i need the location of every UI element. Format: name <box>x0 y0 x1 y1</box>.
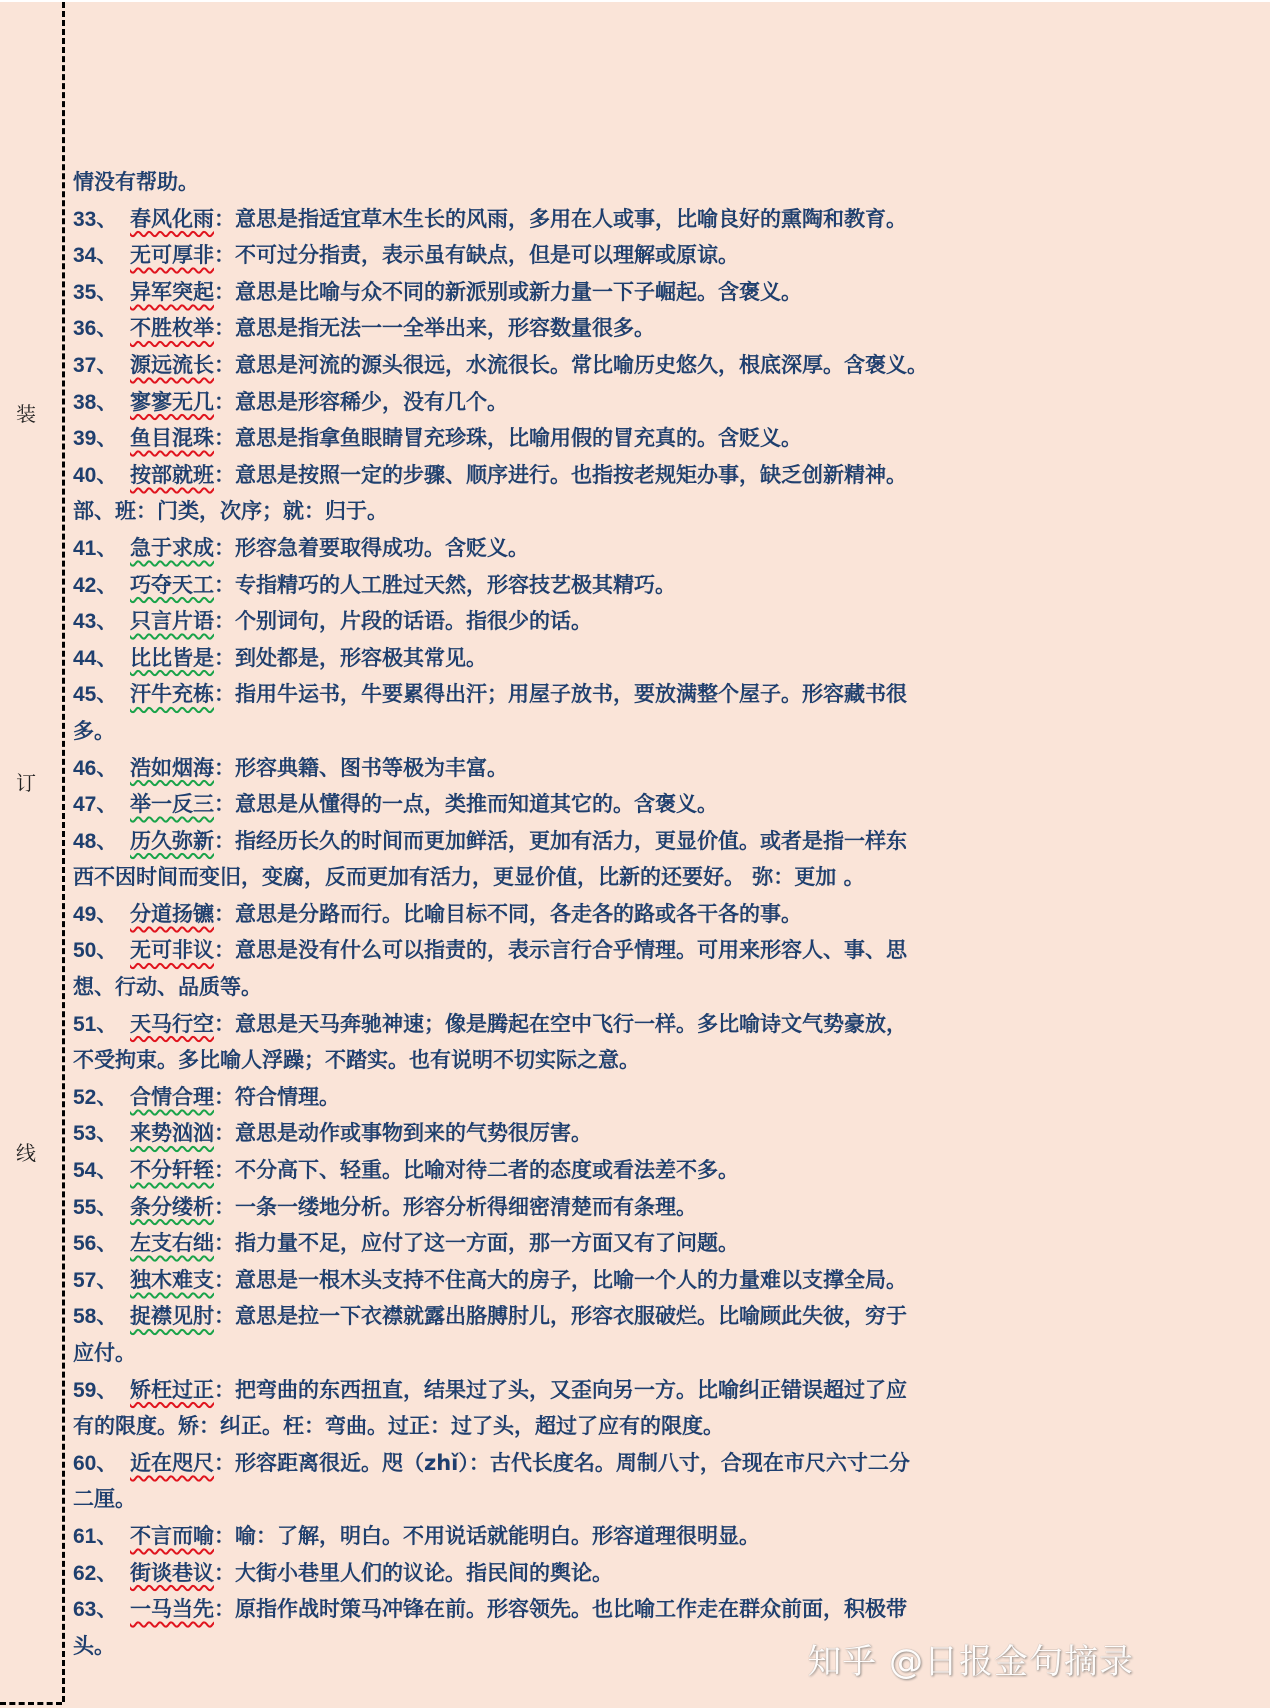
continuation-line: 想、行动、品质等。 <box>73 975 262 1000</box>
idiom-definition: ：形容典籍、图书等极为丰富。 <box>214 755 508 780</box>
binding-label-xian: 线 <box>16 1141 36 1165</box>
idiom-entry <box>73 1555 1113 1592</box>
idiom-entry <box>73 932 1113 969</box>
idiom-definition: ：意思是从懂得的一点，类推而知道其它的。含褒义。 <box>214 792 718 817</box>
idiom-term: 汗牛充栋 <box>130 682 214 707</box>
entry-number: 58、 <box>73 1305 118 1329</box>
idiom-definition: ：意思是指拿鱼眼睛冒充珍珠，比喻用假的冒充真的。含贬义。 <box>214 426 802 451</box>
idiom-entry <box>73 237 1113 274</box>
idiom-term: 浩如烟海 <box>130 755 214 780</box>
continuation-line: 西不因时间而变旧，变腐，反而更加有活力，更显价值，比新的还要好。 弥：更加 。 <box>73 865 865 890</box>
idiom-definition: ：不分高下、轻重。比喻对待二者的态度或看法差不多。 <box>214 1158 739 1183</box>
idiom-definition: ：符合情理。 <box>214 1084 340 1109</box>
idiom-entry <box>73 823 1113 860</box>
idiom-entry <box>73 1115 1113 1152</box>
entry-number: 42、 <box>73 573 118 597</box>
watermark: 知乎 @日报金句摘录 <box>807 1642 1134 1682</box>
idiom-term: 街谈巷议 <box>130 1560 214 1585</box>
continuation-line: 不受拘束。多比喻人浮躁；不踏实。也有说明不切实际之意。 <box>73 1048 640 1073</box>
entry-number: 33、 <box>73 207 118 231</box>
entry-number: 36、 <box>73 317 118 341</box>
idiom-entry <box>73 1225 1113 1262</box>
continuation-line: 头。 <box>73 1633 115 1658</box>
idiom-definition: ：意思是一根木头支持不住高大的房子，比喻一个人的力量难以支撑全局。 <box>214 1267 907 1292</box>
idiom-definition: ：形容急着要取得成功。含贬义。 <box>214 535 529 560</box>
idiom-term: 捉襟见肘 <box>130 1304 214 1329</box>
idiom-term: 不胜枚举 <box>130 316 214 341</box>
idiom-term: 寥寥无几 <box>130 389 214 414</box>
idiom-term: 矫枉过正 <box>130 1377 214 1402</box>
entry-number: 43、 <box>73 610 118 634</box>
entry-number: 39、 <box>73 427 118 451</box>
entry-number: 40、 <box>73 463 118 487</box>
entry-number: 41、 <box>73 536 118 560</box>
idiom-definition: ：意思是指适宜草木生长的风雨，多用在人或事，比喻良好的熏陶和教育。 <box>214 206 907 231</box>
continuation-line: 有的限度。矫：纠正。枉：弯曲。过正：过了头，超过了应有的限度。 <box>73 1414 724 1439</box>
idiom-term: 举一反三 <box>130 792 214 817</box>
idiom-term: 一马当先 <box>130 1597 214 1622</box>
entry-number: 46、 <box>73 756 118 780</box>
idiom-entry <box>73 1152 1113 1189</box>
continuation-line: 二厘。 <box>73 1487 136 1512</box>
idiom-term: 来势汹汹 <box>130 1121 214 1146</box>
idiom-definition: ：到处都是，形容极其常见。 <box>214 645 487 670</box>
entry-number: 53、 <box>73 1122 118 1146</box>
entry-number: 34、 <box>73 244 118 268</box>
idiom-definition: ：意思是没有什么可以指责的，表示言行合乎情理。可用来形容人、事、思 <box>214 938 907 963</box>
continuation-line: 部、班：门类，次序；就：归于。 <box>73 499 388 524</box>
idiom-term: 巧夺天工 <box>130 572 214 597</box>
entry-number: 56、 <box>73 1232 118 1256</box>
entry-number: 61、 <box>73 1524 118 1548</box>
idiom-term: 比比皆是 <box>130 645 214 670</box>
idiom-term: 独木难支 <box>130 1267 214 1292</box>
entry-number: 55、 <box>73 1195 118 1219</box>
idiom-definition: ：意思是形容稀少，没有几个。 <box>214 389 508 414</box>
entry-number: 47、 <box>73 793 118 817</box>
idiom-entry <box>73 530 1113 567</box>
idiom-term: 源远流长 <box>130 352 214 377</box>
idiom-definition: ：喻：了解，明白。不用说话就能明白。形容道理很明显。 <box>214 1523 760 1548</box>
entry-number: 38、 <box>73 390 118 414</box>
binding-dashed-line <box>62 2 65 1702</box>
idiom-entry <box>73 676 1113 713</box>
idiom-entry <box>73 274 1113 311</box>
entry-number: 63、 <box>73 1598 118 1622</box>
idiom-term: 不言而喻 <box>130 1523 214 1548</box>
idiom-definition: ：意思是天马奔驰神速；像是腾起在空中飞行一样。多比喻诗文气势豪放， <box>214 1011 907 1036</box>
continuation-line: 多。 <box>73 718 115 743</box>
entry-number: 49、 <box>73 902 118 926</box>
entry-number: 52、 <box>73 1085 118 1109</box>
idiom-term: 条分缕析 <box>130 1194 214 1219</box>
entry-number: 44、 <box>73 646 118 670</box>
idiom-term: 无可厚非 <box>130 243 214 268</box>
entry-number: 48、 <box>73 829 118 853</box>
idiom-definition: ：专指精巧的人工胜过天然，形容技艺极其精巧。 <box>214 572 676 597</box>
idiom-entry <box>73 640 1113 677</box>
idiom-entry <box>73 750 1113 787</box>
binding-label-ding: 订 <box>16 771 36 795</box>
entry-number: 54、 <box>73 1159 118 1183</box>
idiom-entry <box>73 1006 1113 1043</box>
continuation-line: 情没有帮助。 <box>73 170 199 194</box>
idiom-entry <box>73 347 1113 384</box>
idiom-term: 左支右绌 <box>130 1231 214 1256</box>
entry-number: 37、 <box>73 353 118 377</box>
entry-number: 35、 <box>73 280 118 304</box>
idiom-term: 按部就班 <box>130 462 214 487</box>
idiom-entry <box>73 1298 1113 1335</box>
idiom-entry <box>73 457 1113 494</box>
idiom-entry <box>73 310 1113 347</box>
idiom-entry <box>73 201 1113 238</box>
idiom-definition: ：大街小巷里人们的议论。指民间的舆论。 <box>214 1560 613 1585</box>
idiom-definition: ：指用牛运书，牛要累得出汗；用屋子放书，要放满整个屋子。形容藏书很 <box>214 682 907 707</box>
entry-number: 62、 <box>73 1561 118 1585</box>
entry-number: 57、 <box>73 1268 118 1292</box>
idiom-definition: ：意思是按照一定的步骤、顺序进行。也指按老规矩办事，缺乏创新精神。 <box>214 462 907 487</box>
idiom-entry <box>73 896 1113 933</box>
idiom-definition: ：意思是河流的源头很远，水流很长。常比喻历史悠久，根底深厚。含褒义。 <box>214 352 928 377</box>
entry-number: 59、 <box>73 1378 118 1402</box>
idiom-term: 不分轩轾 <box>130 1158 214 1183</box>
entry-number: 45、 <box>73 683 118 707</box>
idiom-definition: ：不可过分指责，表示虽有缺点，但是可以理解或原谅。 <box>214 243 739 268</box>
idiom-definition: ：意思是动作或事物到来的气势很厉害。 <box>214 1121 592 1146</box>
idiom-entry <box>73 1189 1113 1226</box>
idiom-definition: ：形容距离很近。咫（zhǐ）：古代长度名。周制八寸，合现在市尺六寸二分 <box>214 1450 910 1475</box>
idiom-definition: ：个别词句，片段的话语。指很少的话。 <box>214 609 592 634</box>
idiom-term: 春风化雨 <box>130 206 214 231</box>
continuation-line: 应付。 <box>73 1341 136 1365</box>
idiom-definition: ：意思是指无法一一全举出来，形容数量很多。 <box>214 316 655 341</box>
entry-number: 51、 <box>73 1012 118 1036</box>
idiom-definition: ：指力量不足，应付了这一方面，那一方面又有了问题。 <box>214 1231 739 1256</box>
binding-label-zhuang: 装 <box>16 402 36 426</box>
idiom-entry <box>73 1262 1113 1299</box>
idiom-entry <box>73 1079 1113 1116</box>
idiom-definition: ：意思是比喻与众不同的新派别或新力量一下子崛起。含褒义。 <box>214 279 802 304</box>
idiom-term: 异军突起 <box>130 279 214 304</box>
idiom-term: 分道扬镳 <box>130 901 214 926</box>
idiom-definition: ：指经历长久的时间而更加鲜活，更加有活力，更显价值。或者是指一样东 <box>214 828 907 853</box>
idiom-entry <box>73 1372 1113 1409</box>
idiom-term: 合情合理 <box>130 1084 214 1109</box>
idiom-list <box>73 164 1113 1664</box>
idiom-term: 历久弥新 <box>130 828 214 853</box>
entry-number: 50、 <box>73 939 118 963</box>
idiom-term: 鱼目混珠 <box>130 426 214 451</box>
idiom-entry <box>73 603 1113 640</box>
binding-dashed-line-bottom <box>0 1702 62 1705</box>
idiom-entry <box>73 1518 1113 1555</box>
idiom-definition: ：意思是分路而行。比喻目标不同，各走各的路或各干各的事。 <box>214 901 802 926</box>
idiom-definition: ：一条一缕地分析。形容分析得细密清楚而有条理。 <box>214 1194 697 1219</box>
idiom-entry <box>73 1445 1113 1482</box>
document-page <box>0 2 1270 1708</box>
idiom-term: 近在咫尺 <box>130 1450 214 1475</box>
idiom-term: 急于求成 <box>130 535 214 560</box>
idiom-definition: ：把弯曲的东西扭直，结果过了头，又歪向另一方。比喻纠正错误超过了应 <box>214 1377 907 1402</box>
idiom-entry <box>73 384 1113 421</box>
idiom-entry <box>73 420 1113 457</box>
idiom-entry <box>73 1591 1113 1628</box>
idiom-entry <box>73 567 1113 604</box>
idiom-definition: ：原指作战时策马冲锋在前。形容领先。也比喻工作走在群众前面，积极带 <box>214 1597 907 1622</box>
idiom-definition: ：意思是拉一下衣襟就露出胳膊肘儿，形容衣服破烂。比喻顾此失彼，穷于 <box>214 1304 907 1329</box>
idiom-term: 天马行空 <box>130 1011 214 1036</box>
idiom-term: 无可非议 <box>130 938 214 963</box>
entry-number: 60、 <box>73 1451 118 1475</box>
idiom-term: 只言片语 <box>130 609 214 634</box>
idiom-entry <box>73 786 1113 823</box>
